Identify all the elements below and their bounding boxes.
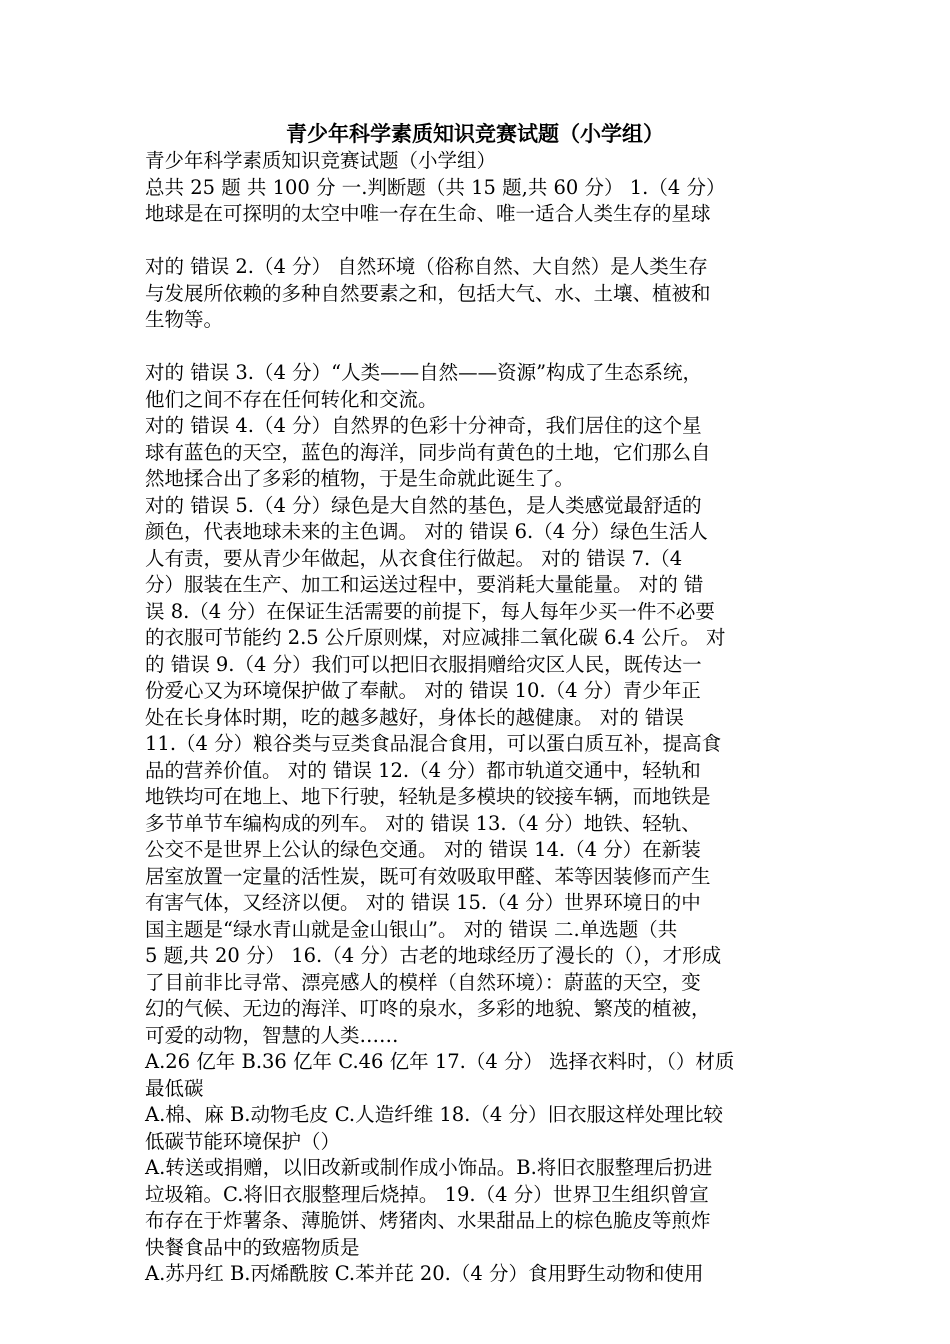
body-line: 的衣服可节能约 2.5 公斤原则煤，对应减排二氧化碳 6.4 公斤。 对 [145,626,726,649]
body-line: 对的 错误 5.（4 分）绿色是大自然的基色，是人类感觉最舒适的 [145,493,702,517]
body-line: 误 8.（4 分）在保证生活需要的前提下，每人每年少买一件不必要 [145,599,715,623]
body-line: 有害气体，又经济以便。 对的 错误 15.（4 分）世界环境日的中 [145,891,701,914]
body-line: 低碳节能环境保护（） [145,1129,341,1153]
body-line: 5 题,共 20 分） 16.（4 分）古老的地球经历了漫长的（），才形成 [145,944,722,967]
body-line: 然地揉合出了多彩的植物，于是生命就此诞生了。 [145,467,575,490]
body-line: 份爱心又为环境保护做了奉献。 对的 错误 10.（4 分）青少年正 [145,679,701,702]
body-line: 可爱的动物，智慧的人类…… [145,1023,399,1047]
body-line: 居室放置一定量的活性炭，既可有效吸取甲醛、苯等因装修而产生 [145,864,711,888]
body-line: 垃圾箱。C.将旧衣服整理后烧掉。 19.（4 分）世界卫生组织曾宣 [145,1182,709,1206]
body-line: 他们之间不存在任何转化和交流。 [145,387,438,411]
document-title: 青少年科学素质知识竞赛试题（小学组） [286,121,664,146]
body-line: 生物等。 [145,308,224,331]
body-line: 布存在于炸薯条、薄脆饼、烤猪肉、水果甜品上的棕色脆皮等煎炸 [145,1209,711,1232]
body-line [145,228,810,255]
body-line: A.棉、麻 B.动物毛皮 C.人造纤维 18.（4 分）旧衣服这样处理比较 [145,1103,723,1126]
body-line: 人有责，要从青少年做起，从衣食住行做起。 对的 错误 7.（4 [145,546,683,570]
body-line: 青少年科学素质知识竞赛试题（小学组） [145,149,497,172]
body-line: 品的营养价值。 对的 错误 12.（4 分）都市轨道交通中，轻轨和 [145,758,701,782]
body-line: 分）服装在生产、加工和运送过程中，要消耗大量能量。 对的 错 [145,573,704,596]
body-line: 地球是在可探明的太空中唯一存在生命、唯一适合人类生存的星球 [145,202,711,225]
body-line: 快餐食品中的致癌物质是 [145,1235,360,1259]
body-line: 处在长身体时期，吃的越多越好，身体长的越健康。 对的 错误 [145,705,684,729]
body-line: 11.（4 分）粮谷类与豆类食品混合食用，可以蛋白质互补，提高食 [145,732,722,755]
body-line: 地铁均可在地上、地下行驶，轻轨是多模块的铰接车辆，而地铁是 [145,785,711,808]
body-line: 公交不是世界上公认的绿色交通。 对的 错误 14.（4 分）在新装 [145,838,701,861]
body-line: 总共 25 题 共 100 分 一.判断题（共 15 题,共 60 分） 1.（4 分） [145,175,726,199]
body-line: 对的 错误 4.（4 分）自然界的色彩十分神奇，我们居住的这个星 [145,414,702,437]
body-line: 球有蓝色的天空，蓝色的海洋，同步尚有黄色的土地，它们那么自 [145,440,711,464]
body-line: 的 错误 9.（4 分）我们可以把旧衣服捐赠给灾区人民，既传达一 [145,652,702,676]
body-line: 了目前非比寻常、漂亮感人的模样（自然环境）：蔚蓝的天空，变 [145,970,701,994]
body-line: 与发展所依赖的多种自然要素之和，包括大气、水、土壤、植被和 [145,281,711,305]
body-line: A.26 亿年 B.36 亿年 C.46 亿年 17.（4 分） 选择衣料时，（）材质 [145,1050,735,1073]
document-body [145,148,810,1288]
body-line: 颜色，代表地球未来的主色调。 对的 错误 6.（4 分）绿色生活人 [145,520,708,543]
body-line: 幻的气候、无边的海洋、叮咚的泉水，多彩的地貌、繁茂的植被， [145,997,711,1020]
body-line: 最低碳 [145,1076,204,1100]
body-line: 国主题是“绿水青山就是金山银山”。 对的 错误 二.单选题（共 [145,917,678,941]
body-line [145,334,810,361]
body-line: A.转送或捐赠，以旧改新或制作成小饰品。B.将旧衣服整理后扔进 [145,1156,713,1179]
body-line: 对的 错误 3.（4 分）“人类——自然——资源”构成了生态系统， [145,361,703,384]
body-line: 多节单节车编构成的列车。 对的 错误 13.（4 分）地铁、轻轨、 [145,811,701,835]
body-line: 对的 错误 2.（4 分） 自然环境（俗称自然、大自然）是人类生存 [145,255,708,278]
body-line: A.苏丹红 B.丙烯酰胺 C.苯并芘 20.（4 分）食用野生动物和使用 [145,1262,704,1285]
